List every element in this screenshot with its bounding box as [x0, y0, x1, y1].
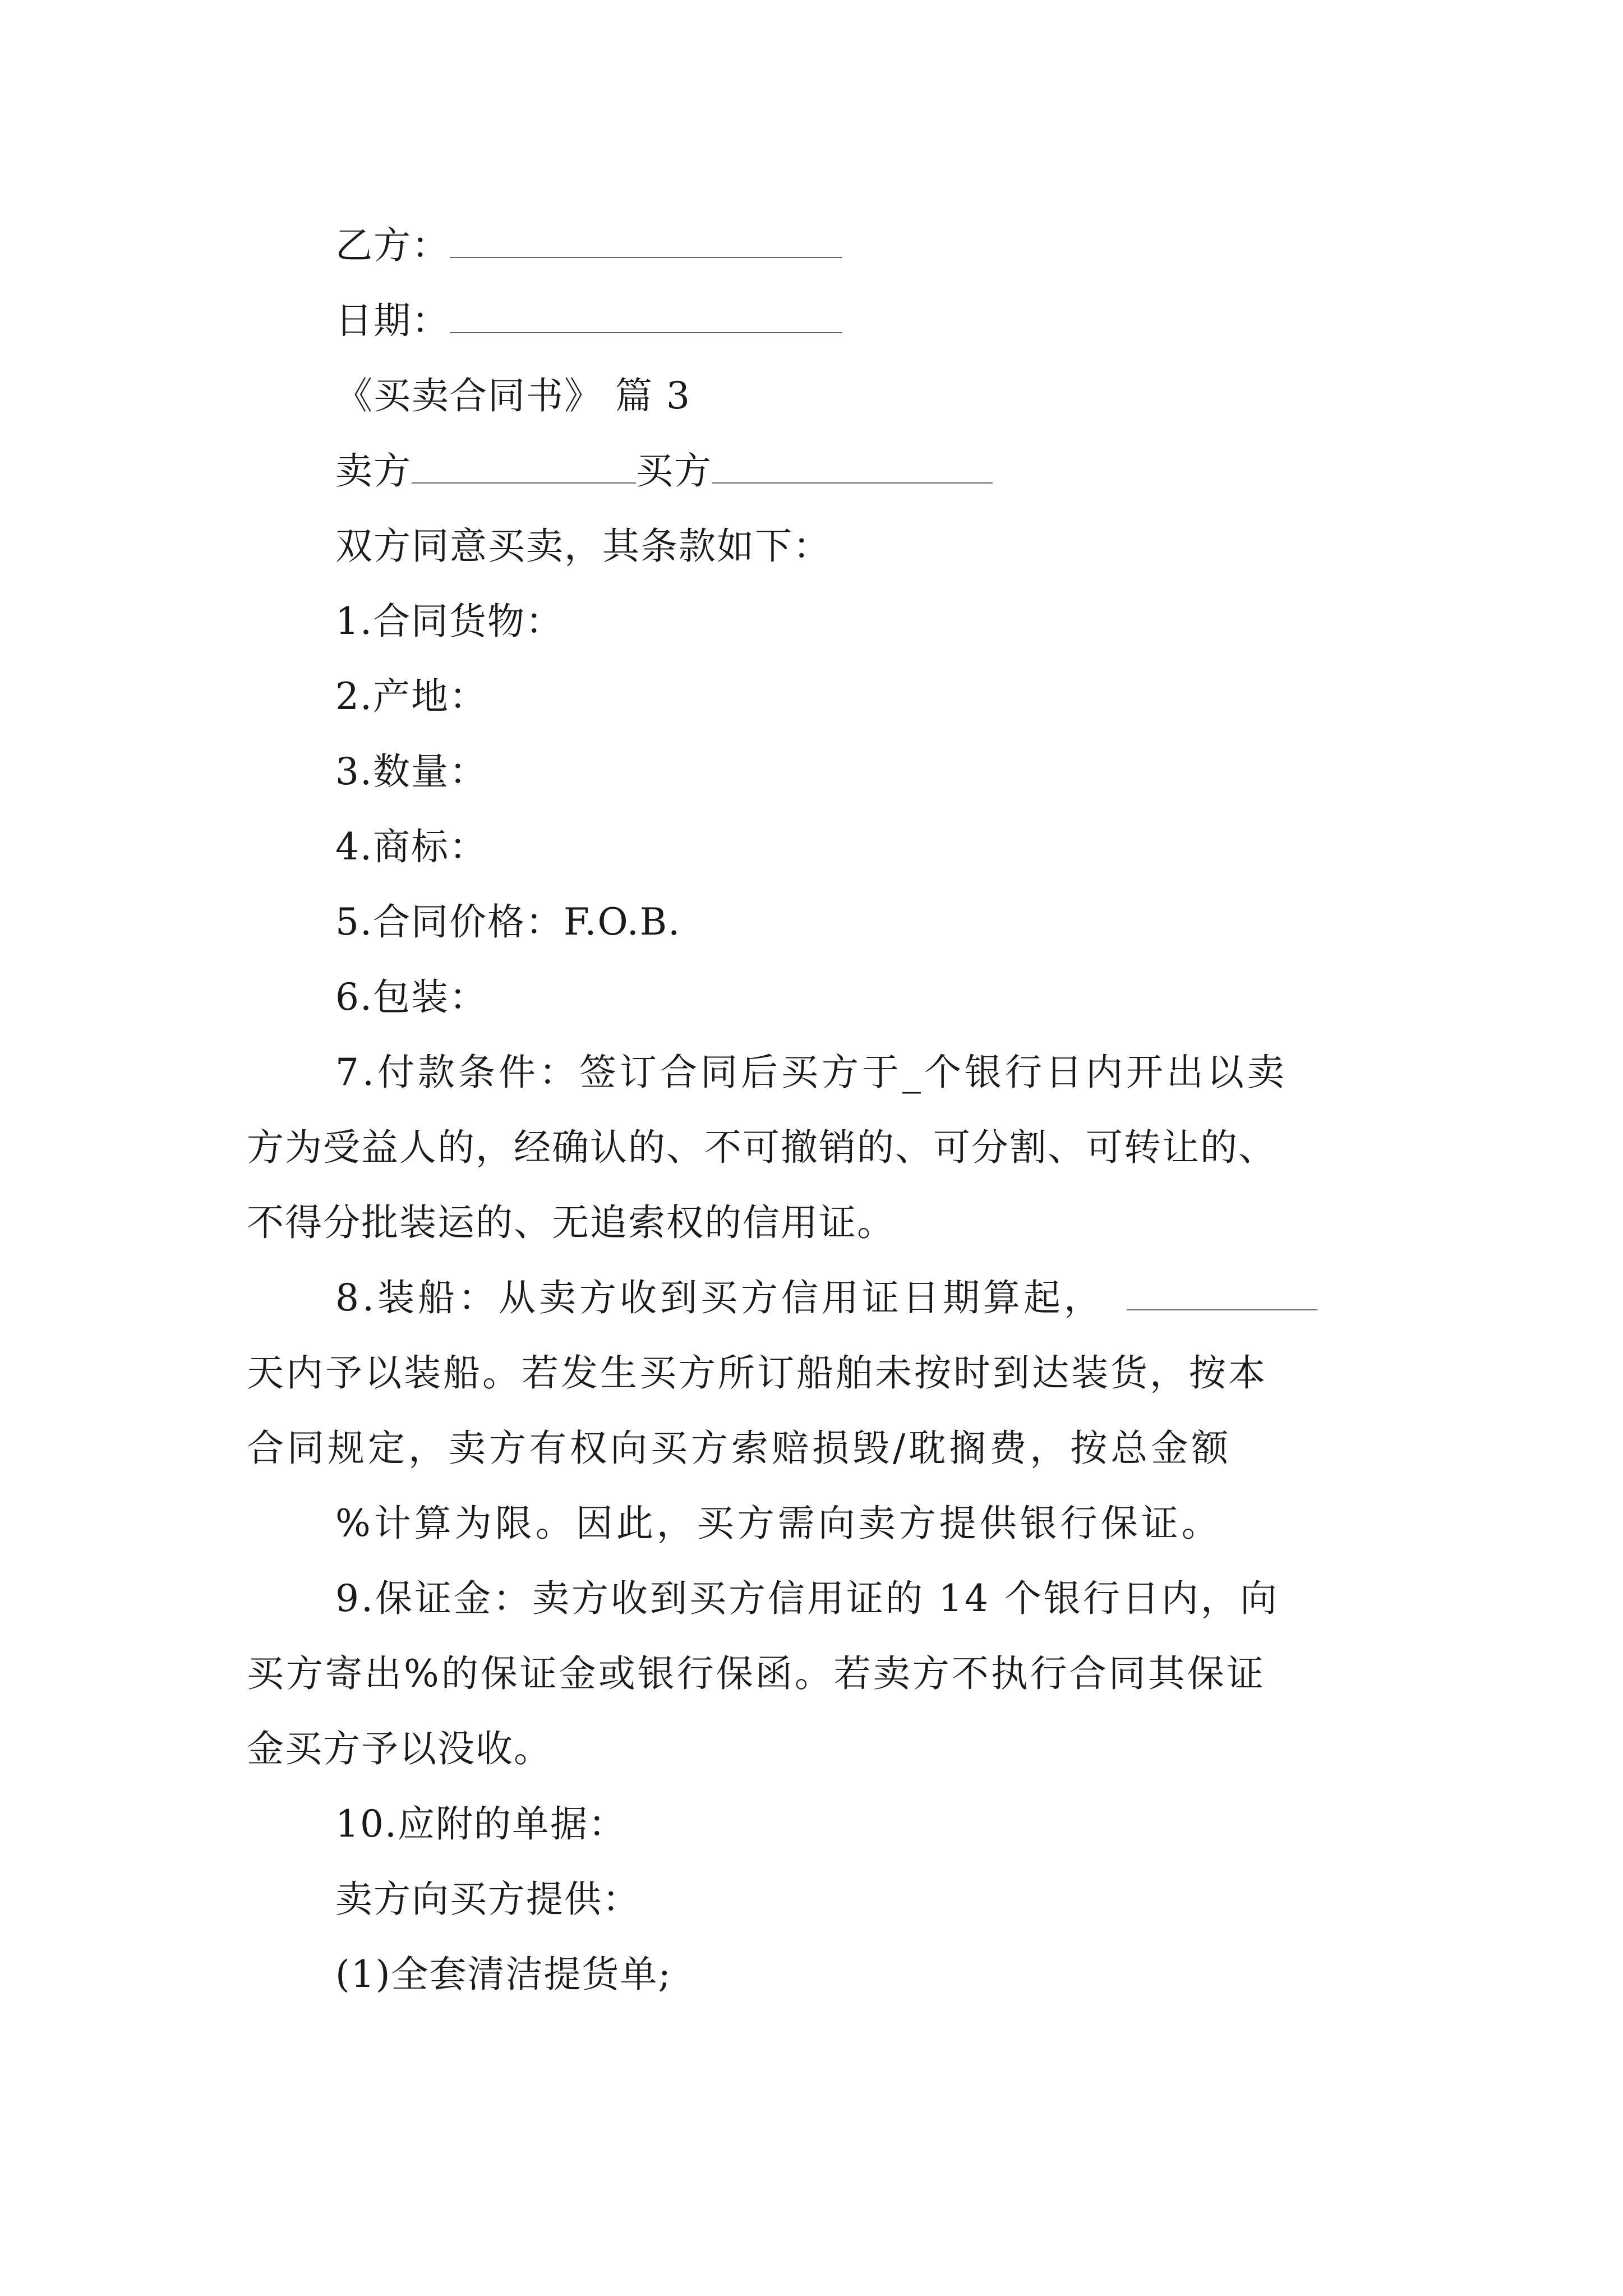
item-9-line-3: 金买方予以没收。	[247, 1727, 552, 1770]
item-3: 3.数量：	[335, 750, 487, 793]
item-7-line-1: 7.付款条件：签订合同后买方于_个银行日内开出以卖	[335, 1051, 1288, 1094]
party-b-blank	[450, 228, 842, 258]
date-blank	[450, 303, 842, 333]
section-heading: 《买卖合同书》 篇 3	[335, 374, 691, 417]
party-b-label: 乙方：	[335, 224, 450, 267]
item-9-line-2: 买方寄出%的保证金或银行保函。若卖方不执行合同其保证	[247, 1652, 1266, 1695]
item-9-line-1: 9.保证金：卖方收到买方信用证的 14 个银行日内，向	[335, 1577, 1279, 1620]
party-b-line	[335, 223, 842, 268]
item-10: 10.应附的单据：	[335, 1802, 626, 1846]
item-4: 4.商标：	[335, 825, 487, 868]
item-6: 6.包装：	[335, 976, 487, 1019]
seller-buyer-line	[335, 449, 993, 494]
intro-text: 双方同意买卖，其条款如下：	[335, 524, 831, 568]
sub-item-1: (1)全套清洁提货单;	[335, 1953, 672, 1996]
seller-blank	[412, 453, 636, 484]
item-7-line-2: 方为受益人的，经确认的、不可撤销的、可分割、可转让的、	[247, 1126, 1276, 1169]
date-line	[335, 298, 842, 343]
buyer-blank	[712, 453, 993, 484]
item-8-text-1: 8.装船：从卖方收到买方信用证日期算起，	[335, 1276, 1104, 1319]
item-8-line-1	[335, 1276, 1317, 1320]
item-8-line-3: 合同规定，卖方有权向买方索赔损毁/耽搁费，按总金额	[247, 1427, 1232, 1470]
buyer-label: 买方	[636, 449, 712, 493]
seller-label: 卖方	[335, 449, 412, 493]
date-label: 日期：	[335, 299, 450, 342]
seller-provides: 卖方向买方提供：	[335, 1878, 640, 1921]
item-8-days-blank	[1127, 1280, 1317, 1310]
item-5: 5.合同价格：F.O.B.	[335, 900, 681, 944]
item-1: 1.合同货物：	[335, 600, 564, 643]
item-7-line-3: 不得分批装运的、无追索权的信用证。	[247, 1201, 895, 1244]
item-8-line-4: %计算为限。因此，买方需向卖方提供银行保证。	[335, 1502, 1222, 1545]
item-8-line-2: 天内予以装船。若发生买方所订船舶未按时到达装货，按本	[247, 1351, 1267, 1395]
item-2: 2.产地：	[335, 675, 487, 718]
